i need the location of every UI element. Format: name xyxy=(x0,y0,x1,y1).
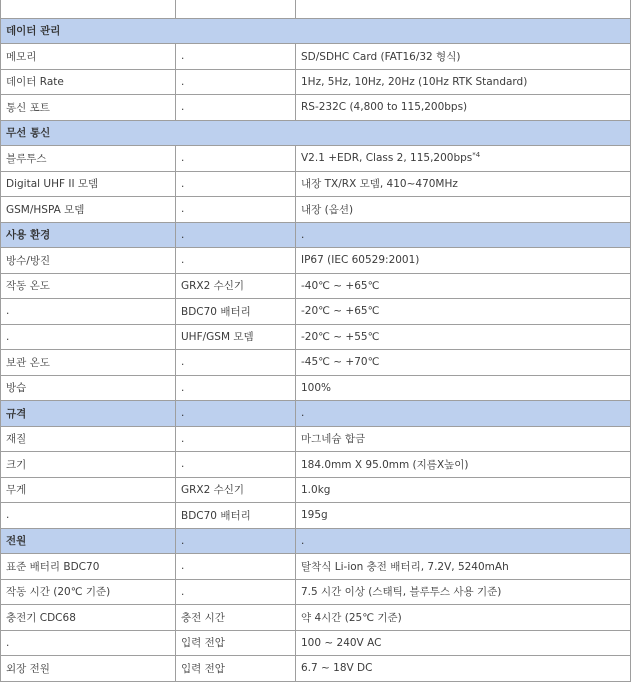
spec-value xyxy=(296,0,631,18)
spec-label: 크기 xyxy=(1,452,176,478)
spec-label xyxy=(1,0,176,18)
spec-sublabel: . xyxy=(176,426,296,452)
spec-value: 1.0kg xyxy=(296,477,631,503)
table-row xyxy=(1,375,631,401)
spec-value: SD/SDHC Card (FAT16/32 형식) xyxy=(296,44,631,70)
table-row xyxy=(1,299,631,325)
spec-label: 블루투스 xyxy=(1,146,176,172)
table-row xyxy=(1,44,631,70)
spec-value xyxy=(296,146,631,172)
table-row xyxy=(1,273,631,299)
section-cell: . xyxy=(176,528,296,554)
spec-value: 내장 (옵션) xyxy=(296,197,631,223)
spec-label: GSM/HSPA 모뎀 xyxy=(1,197,176,223)
spec-sublabel: . xyxy=(176,146,296,172)
table-row xyxy=(1,477,631,503)
spec-sublabel: . xyxy=(176,554,296,580)
table-row xyxy=(1,503,631,529)
spec-label: 작동 온도 xyxy=(1,273,176,299)
spec-value: RS-232C (4,800 to 115,200bps) xyxy=(296,95,631,121)
section-cell: . xyxy=(176,222,296,248)
spec-sublabel: 입력 전압 xyxy=(176,630,296,656)
spec-sublabel: . xyxy=(176,44,296,70)
table-row xyxy=(1,579,631,605)
spec-label: . xyxy=(1,503,176,529)
spec-table-body xyxy=(1,0,631,681)
spec-value: 1Hz, 5Hz, 10Hz, 20Hz (10Hz RTK Standard) xyxy=(296,69,631,95)
spec-label: 충전기 CDC68 xyxy=(1,605,176,631)
table-row xyxy=(1,171,631,197)
spec-value: 내장 TX/RX 모뎀, 410~470MHz xyxy=(296,171,631,197)
spec-sublabel: . xyxy=(176,452,296,478)
spec-sublabel: 충전 시간 xyxy=(176,605,296,631)
spec-value: 탈착식 Li-ion 충전 배터리, 7.2V, 5240mAh xyxy=(296,554,631,580)
sec-environment xyxy=(1,222,631,248)
spec-label: 방습 xyxy=(1,375,176,401)
section-title: 데이터 관리 xyxy=(1,18,631,44)
spec-label: 보관 온도 xyxy=(1,350,176,376)
spec-sublabel: . xyxy=(176,197,296,223)
spec-sublabel: . xyxy=(176,171,296,197)
spec-sublabel: 입력 전압 xyxy=(176,656,296,682)
spec-label: 통신 포트 xyxy=(1,95,176,121)
section-cell: . xyxy=(176,401,296,427)
spec-sublabel: . xyxy=(176,375,296,401)
spec-label: 작동 시간 (20℃ 기준) xyxy=(1,579,176,605)
table-row xyxy=(1,197,631,223)
sec-specification xyxy=(1,401,631,427)
spec-sublabel: . xyxy=(176,69,296,95)
spec-sublabel: GRX2 수신기 xyxy=(176,477,296,503)
spacer-row xyxy=(1,0,631,18)
section-cell: . xyxy=(296,222,631,248)
section-title: 무선 통신 xyxy=(1,120,631,146)
table-row xyxy=(1,605,631,631)
table-row xyxy=(1,426,631,452)
spec-sublabel: GRX2 수신기 xyxy=(176,273,296,299)
section-title: 규격 xyxy=(1,401,176,427)
spec-value: -20℃ ~ +65℃ xyxy=(296,299,631,325)
table-row xyxy=(1,630,631,656)
table-row xyxy=(1,554,631,580)
section-title: 사용 환경 xyxy=(1,222,176,248)
section-cell: . xyxy=(296,528,631,554)
table-row xyxy=(1,69,631,95)
sec-data-management xyxy=(1,18,631,44)
table-row xyxy=(1,248,631,274)
spec-label: 데이터 Rate xyxy=(1,69,176,95)
table-row xyxy=(1,324,631,350)
spec-value: 마그네슘 합금 xyxy=(296,426,631,452)
table-row xyxy=(1,656,631,682)
spec-value: 6.7 ~ 18V DC xyxy=(296,656,631,682)
spec-label: . xyxy=(1,299,176,325)
footnote-marker: *4 xyxy=(472,151,481,160)
spec-value: IP67 (IEC 60529:2001) xyxy=(296,248,631,274)
spec-value: 약 4시간 (25℃ 기준) xyxy=(296,605,631,631)
section-title: 전원 xyxy=(1,528,176,554)
spec-label: 외장 전원 xyxy=(1,656,176,682)
spec-label: Digital UHF II 모뎀 xyxy=(1,171,176,197)
spec-sublabel xyxy=(176,0,296,18)
spec-label: 표준 배터리 BDC70 xyxy=(1,554,176,580)
spec-value: 195g xyxy=(296,503,631,529)
spec-sublabel: BDC70 배터리 xyxy=(176,299,296,325)
spec-value: -20℃ ~ +55℃ xyxy=(296,324,631,350)
spec-sublabel: . xyxy=(176,248,296,274)
spec-label: . xyxy=(1,324,176,350)
spec-value: 7.5 시간 이상 (스태틱, 블루투스 사용 기준) xyxy=(296,579,631,605)
spec-value: -40℃ ~ +65℃ xyxy=(296,273,631,299)
spec-sublabel: . xyxy=(176,95,296,121)
spec-label: 무게 xyxy=(1,477,176,503)
section-cell: . xyxy=(296,401,631,427)
spec-sublabel: BDC70 배터리 xyxy=(176,503,296,529)
spec-value: 184.0mm X 95.0mm (지름X높이) xyxy=(296,452,631,478)
spec-sublabel: . xyxy=(176,350,296,376)
spec-value: -45℃ ~ +70℃ xyxy=(296,350,631,376)
spec-sublabel: . xyxy=(176,579,296,605)
table-row xyxy=(1,350,631,376)
sec-power xyxy=(1,528,631,554)
spec-label: 방수/방진 xyxy=(1,248,176,274)
spec-label: . xyxy=(1,630,176,656)
table-row xyxy=(1,95,631,121)
spec-value-text: V2.1 +EDR, Class 2, 115,200bps xyxy=(301,152,473,165)
spec-sublabel: UHF/GSM 모뎀 xyxy=(176,324,296,350)
table-row xyxy=(1,452,631,478)
spec-value: 100% xyxy=(296,375,631,401)
sec-wireless xyxy=(1,120,631,146)
spec-value: 100 ~ 240V AC xyxy=(296,630,631,656)
spec-label: 재질 xyxy=(1,426,176,452)
spec-label: 메모리 xyxy=(1,44,176,70)
table-row xyxy=(1,146,631,172)
